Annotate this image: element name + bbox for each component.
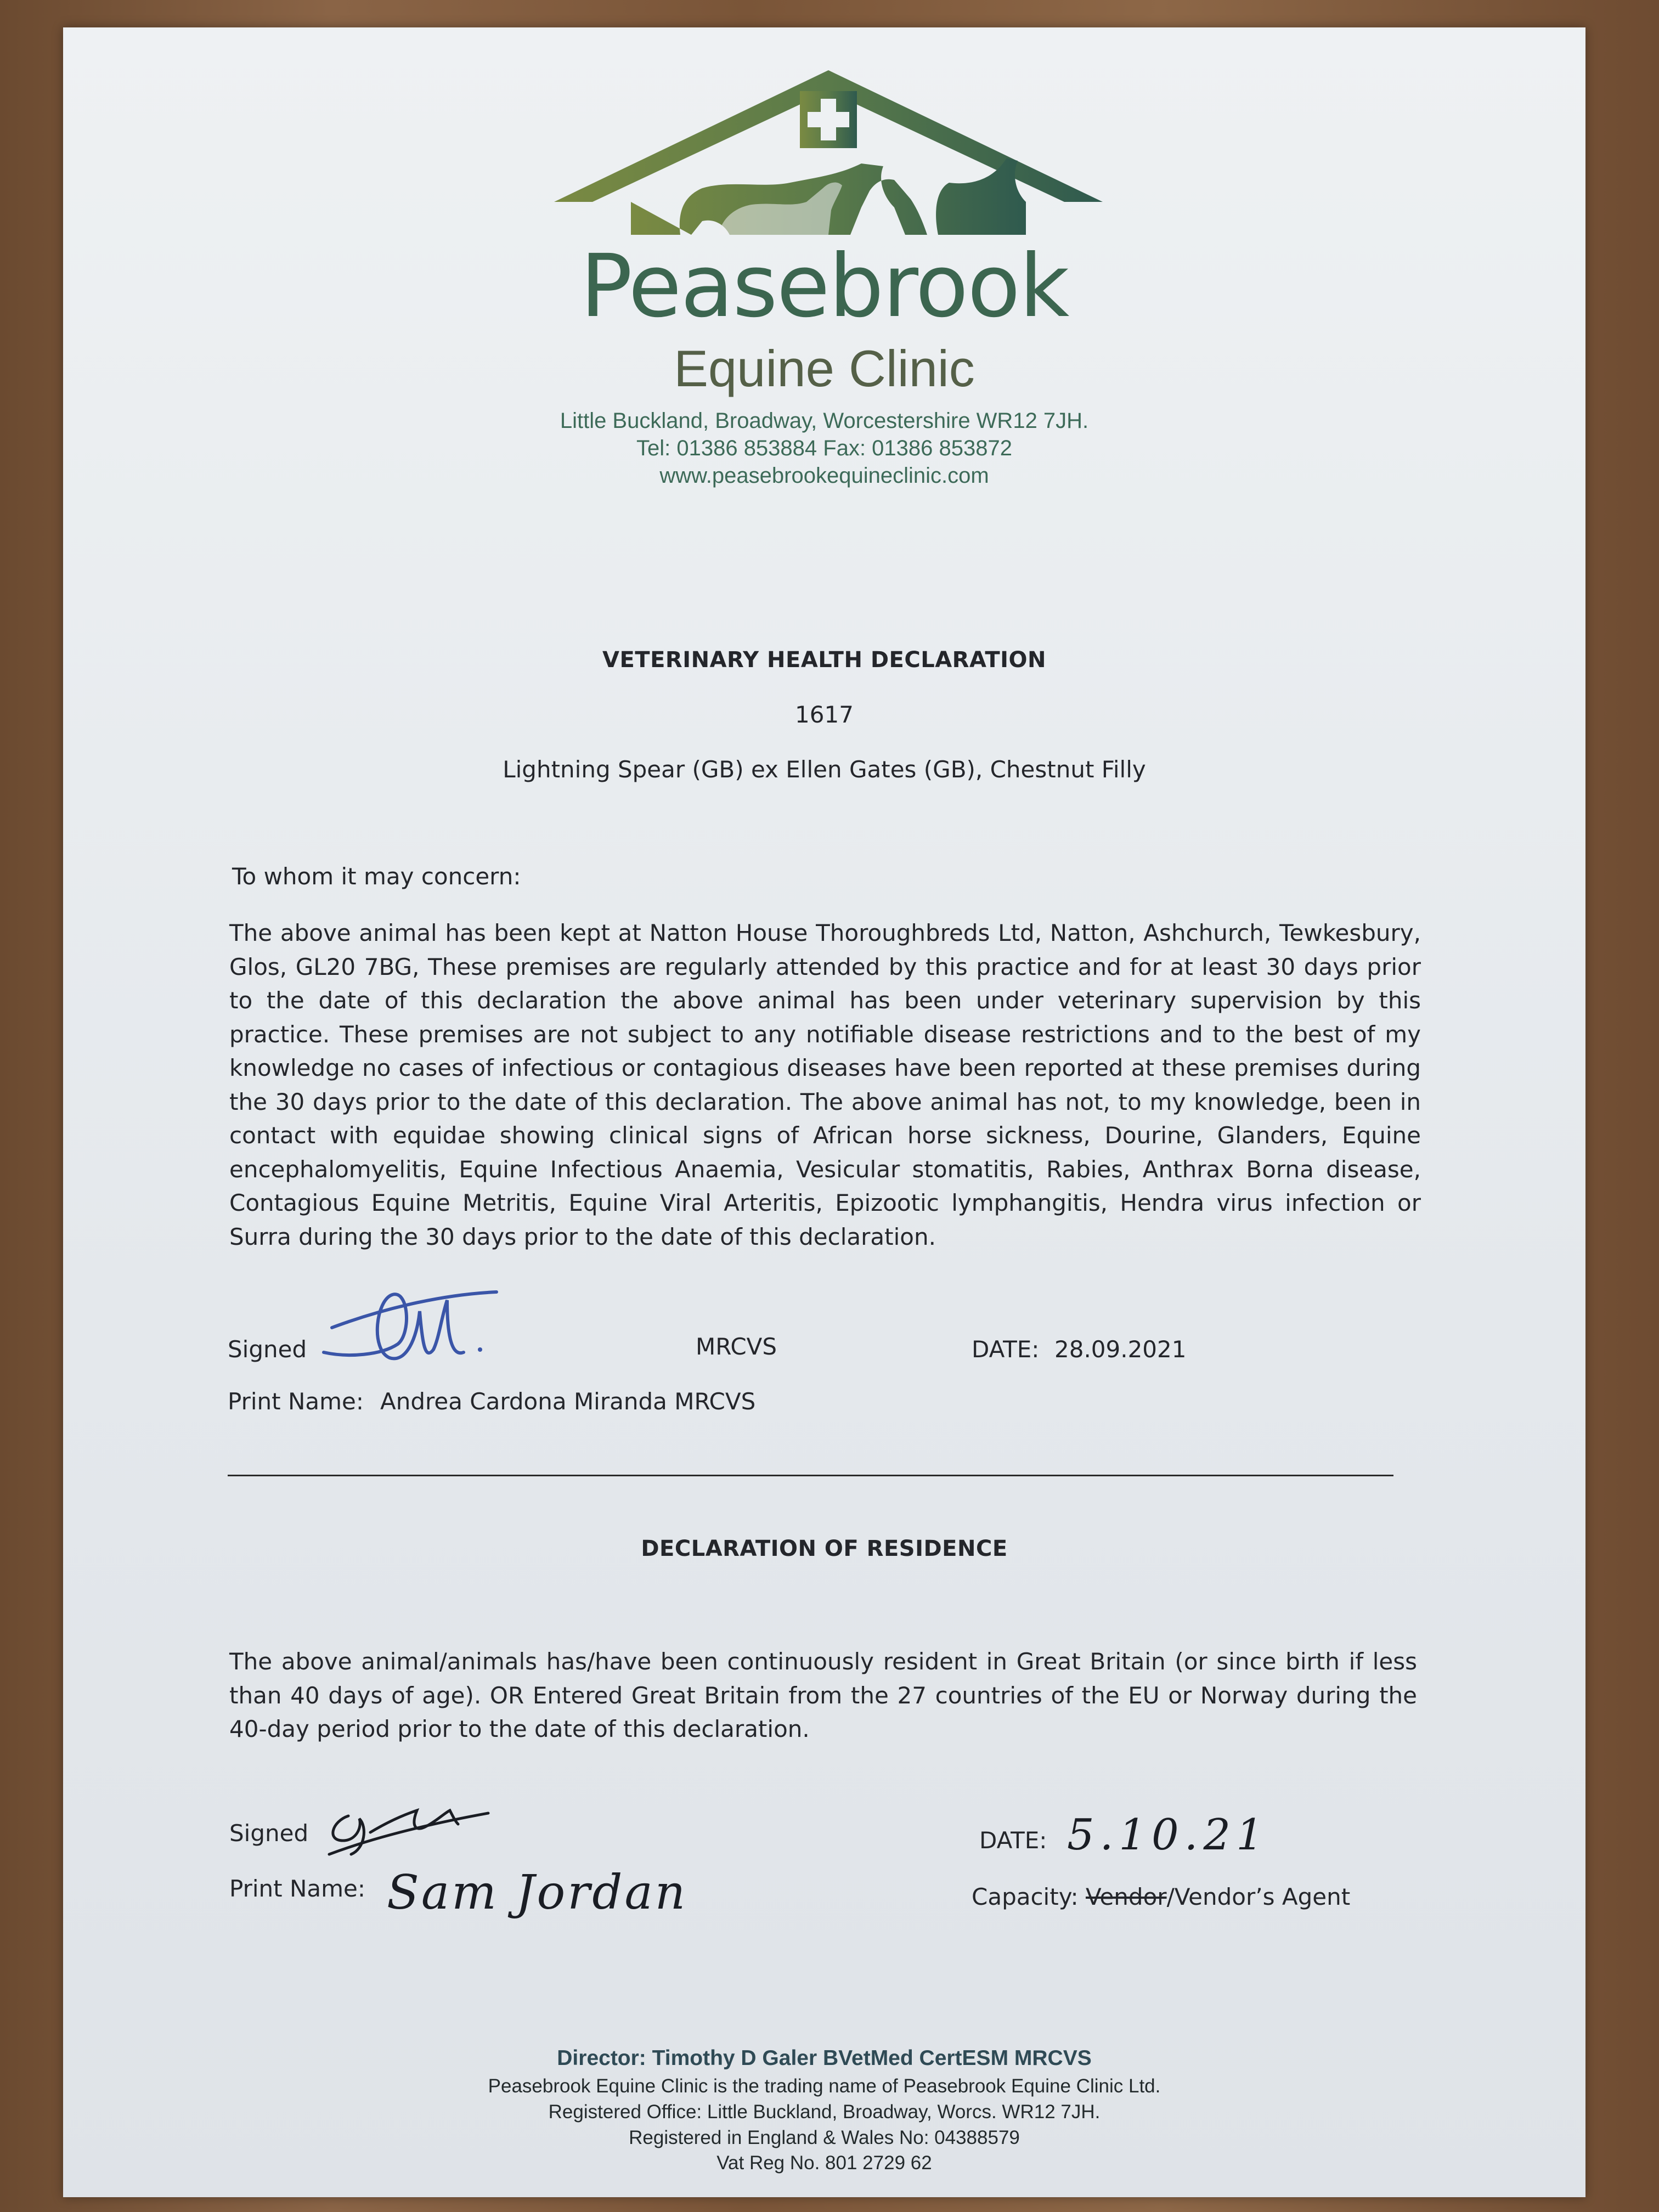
footer-office: Registered Office: Little Buckland, Broadway, Worcs. WR12 7JH. xyxy=(548,2101,1101,2123)
declaration-title: VETERINARY HEALTH DECLARATION xyxy=(602,647,1046,673)
residence-title: DECLARATION OF RESIDENCE xyxy=(641,1536,1008,1561)
clinic-phone: Tel: 01386 853884 Fax: 01386 853872 xyxy=(636,436,1013,460)
vet-date-label: DATE: xyxy=(972,1336,1040,1363)
declaration-body: The above animal has been kept at Natton House Thoroughbreds Ltd, Natton, Ashchurch, Tewkesbury, Glos, GL20 7BG, These premises are regularly attended by this practice and for at least 30 days prior to the date of this declaration the above animal has been under veterinary supervision by this practice. These premises are not subject to any notifiable disease restrictions and to the best of my knowledge no cases of infectious or contagious diseases have been reported at these premises during the 30 days prior to the date of this declaration. The above animal has not, to my knowledge, been in contact with equidae showing clinical signs of African horse sickness, Dourine, Glanders, Equine encephalomyelitis, Equine Infectious Anaemia, Vesicular stomatitis, Rabies, Anthrax Borna disease, Contagious Equine Metritis, Equine Viral Arteritis, Epizootic lymphangitis, Hendra virus infection or Surra during the 30 days prior to the date of this declaration. xyxy=(229,919,1421,1250)
clinic-logo xyxy=(554,70,1103,235)
vet-print-name-value: Andrea Cardona Miranda MRCVS xyxy=(380,1388,756,1415)
residence-date-value: 5.10.21 xyxy=(1067,1810,1269,1860)
residence-print-name-value: Sam Jordan xyxy=(387,1865,688,1920)
capacity-field xyxy=(972,1883,1350,1910)
animal-description: Lightning Spear (GB) ex Ellen Gates (GB), Chestnut Filly xyxy=(503,756,1146,783)
footer-vat: Vat Reg No. 801 2729 62 xyxy=(716,2152,932,2174)
clinic-subtitle: Equine Clinic xyxy=(674,340,975,397)
residence-print-name-label: Print Name: xyxy=(229,1875,366,1902)
section-divider xyxy=(228,1475,1393,1476)
capacity-value: /Vendor’s Agent xyxy=(1166,1883,1351,1910)
salutation: To whom it may concern: xyxy=(232,863,521,890)
capacity-label: Capacity: xyxy=(972,1883,1079,1910)
capacity-struck: Vendor xyxy=(1086,1883,1167,1910)
agent-signature xyxy=(318,1772,494,1865)
footer-trading: Peasebrook Equine Clinic is the trading name of Peasebrook Equine Clinic Ltd. xyxy=(488,2075,1161,2097)
vet-print-name-label: Print Name: xyxy=(228,1388,364,1415)
footer-director: Director: Timothy D Galer BVetMed CertESM MRCVS xyxy=(557,2046,1092,2070)
document-page xyxy=(63,27,1585,2197)
footer-registered: Registered in England & Wales No: 04388579 xyxy=(629,2127,1020,2148)
vet-date-value: 28.09.2021 xyxy=(1054,1336,1187,1363)
residence-body: The above animal/animals has/have been continuously resident in Great Britain (or since birth if less than 40 days of age). OR Entered Great Britain from the 27 countries of the EU or Norway during the 40-day period prior to the date of this declaration. xyxy=(229,1648,1417,1742)
signed-label: Signed xyxy=(228,1336,307,1363)
clinic-website: www.peasebrookequineclinic.com xyxy=(659,464,989,488)
declaration-number: 1617 xyxy=(795,701,854,728)
vet-signature xyxy=(315,1267,502,1377)
residence-signed-label: Signed xyxy=(229,1820,309,1847)
residence-date-label: DATE: xyxy=(979,1827,1047,1854)
clinic-address: Little Buckland, Broadway, Worcestershire WR12 7JH. xyxy=(560,409,1089,433)
mrcvs-label: MRCVS xyxy=(696,1333,777,1360)
clinic-name: Peasebrook xyxy=(580,236,1069,337)
